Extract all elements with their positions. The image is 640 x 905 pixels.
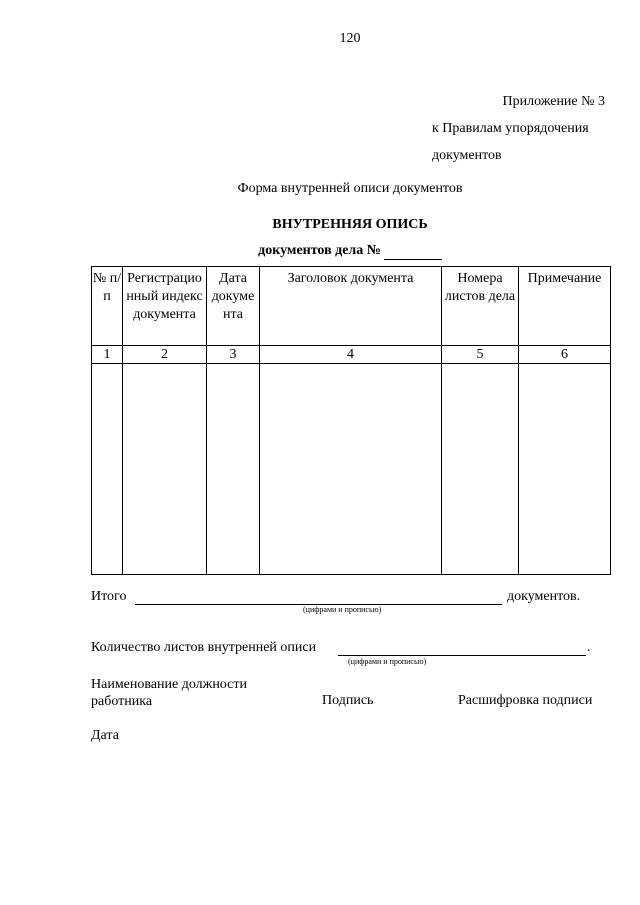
column-number: 1: [92, 346, 123, 364]
total-suffix: документов.: [507, 589, 581, 604]
table-cell: [260, 364, 442, 575]
header-cell: Номера листов дела: [442, 267, 519, 346]
sheets-suffix: .: [587, 640, 591, 655]
case-number-blank: [384, 243, 442, 260]
column-number: 4: [260, 346, 442, 364]
sheets-blank-line: [338, 655, 586, 656]
column-number: 6: [519, 346, 611, 364]
sub-title-text: документов дела №: [258, 243, 381, 258]
sheets-hint: (цифрами и прописью): [348, 657, 427, 666]
header-cell: Дата докуме нта: [207, 267, 260, 346]
table-header-row: [92, 267, 611, 346]
sheets-label: Количество листов внутренней описи: [91, 640, 317, 655]
column-number-row: [92, 346, 611, 364]
table-cell: [123, 364, 207, 575]
total-hint: (цифрами и прописью): [303, 605, 382, 614]
appendix-line-1: Приложение № 3: [502, 94, 605, 109]
header-cell: Примечание: [519, 267, 611, 346]
header-cell: Регистрацио нный индекс документа: [123, 267, 207, 346]
table-cell: [92, 364, 123, 575]
position-line-1: Наименование должности: [91, 677, 247, 692]
total-label: Итого: [91, 589, 127, 604]
appendix-line-3: документов: [432, 148, 502, 163]
table-cell: [442, 364, 519, 575]
column-number: 3: [207, 346, 260, 364]
inventory-table: [91, 266, 611, 575]
page-number: 120: [339, 31, 361, 46]
column-number: 2: [123, 346, 207, 364]
appendix-block: [432, 88, 605, 169]
table-body-row: [92, 364, 611, 575]
sign-label: Подпись: [322, 693, 374, 708]
date-label: Дата: [91, 728, 119, 743]
decode-label: Расшифровка подписи: [458, 693, 593, 708]
position-label: [91, 676, 247, 710]
position-line-2: работника: [91, 694, 153, 709]
main-title: ВНУТРЕННЯЯ ОПИСЬ: [272, 217, 428, 232]
appendix-line-2: к Правилам упорядочения: [432, 121, 589, 136]
header-cell: № п/п: [92, 267, 123, 346]
header-cell: Заголовок документа: [260, 267, 442, 346]
sub-title: [0, 243, 640, 260]
column-number: 5: [442, 346, 519, 364]
table-cell: [519, 364, 611, 575]
form-title: Форма внутренней описи документов: [237, 181, 463, 196]
table-cell: [207, 364, 260, 575]
